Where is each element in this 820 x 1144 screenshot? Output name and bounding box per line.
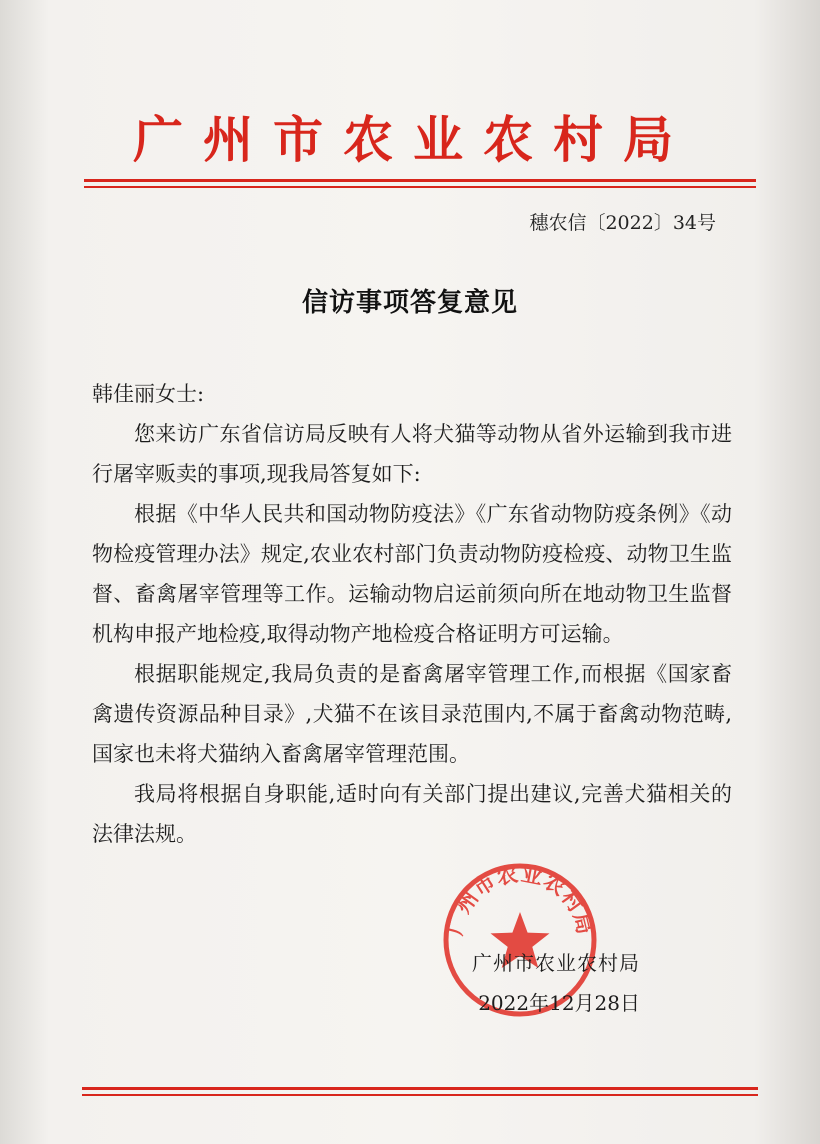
paragraph-1: 您来访广东省信访局反映有人将犬猫等动物从省外运输到我市进行屠宰贩卖的事项,现我局答复如下:	[92, 422, 732, 486]
footer-rule-thick	[82, 1087, 758, 1090]
signature-block	[440, 943, 640, 1023]
letter-body	[92, 374, 732, 854]
header-rule-thick	[84, 179, 756, 182]
salutation: 韩佳丽女士:	[92, 382, 205, 406]
signature-org: 广州市农业农村局	[472, 951, 640, 975]
paragraph-3: 根据职能规定,我局负责的是畜禽屠宰管理工作,而根据《国家畜禽遗传资源品种目录》,犬猫不在该目录范围内,不属于畜禽动物范畴,国家也未将犬猫纳入畜禽屠宰管理范围。	[92, 662, 732, 766]
document-title: 信访事项答复意见	[301, 288, 518, 318]
signature-date: 2022年12月28日	[478, 991, 640, 1015]
seal-text: 广州市农业农村局	[442, 861, 598, 938]
header-rule-thin	[84, 186, 756, 188]
paragraph-4: 我局将根据自身职能,适时向有关部门提出建议,完善犬猫相关的法律法规。	[92, 782, 732, 846]
document-number: 穗农信〔2022〕34号	[529, 212, 716, 234]
agency-title: 广州市农业农村局	[133, 111, 693, 169]
paragraph-2: 根据《中华人民共和国动物防疫法》《广东省动物防疫条例》《动物检疫管理办法》规定,农业农村部门负责动物防疫检疫、动物卫生监督、畜禽屠宰管理等工作。运输动物启运前须向所在地动物卫生监督机构申报产地检疫,取得动物产地检疫合格证明方可运输。	[92, 502, 732, 646]
footer-rule-thin	[82, 1094, 758, 1096]
